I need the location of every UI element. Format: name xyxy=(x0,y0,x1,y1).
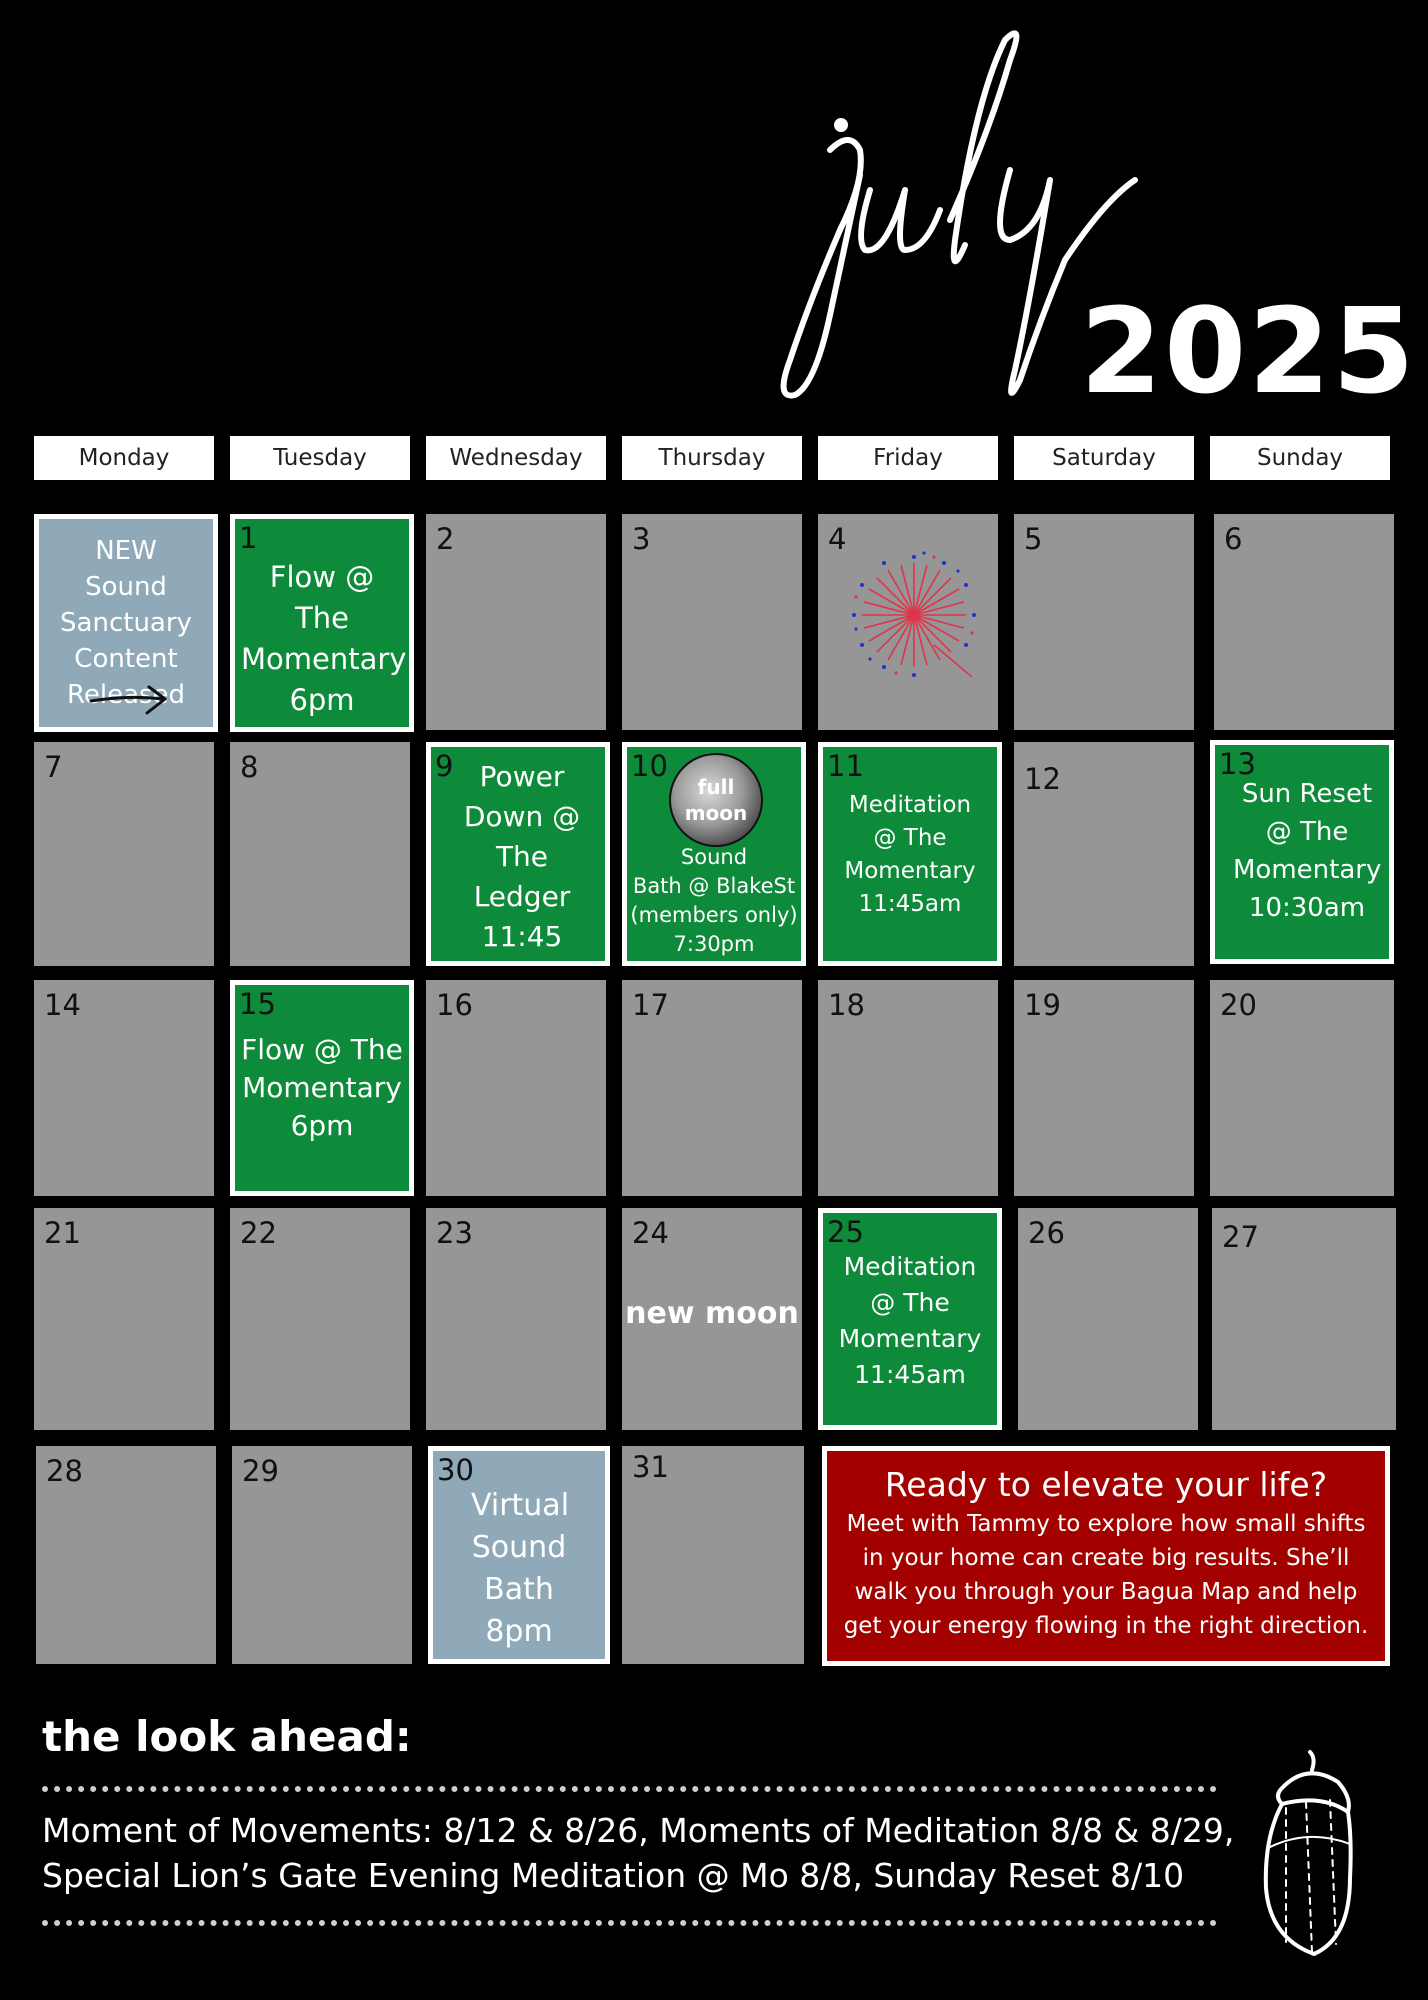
day-number: 17 xyxy=(632,988,669,1022)
look-ahead-text xyxy=(42,1808,1282,1898)
day-cell-23[interactable] xyxy=(426,1208,606,1430)
day-number: 15 xyxy=(239,987,276,1021)
event-cell-15[interactable] xyxy=(230,980,414,1196)
day-number: 16 xyxy=(436,988,473,1022)
look-ahead-title: the look ahead: xyxy=(42,1712,412,1761)
day-cell-18[interactable] xyxy=(818,980,998,1196)
look-ahead-line: Special Lion’s Gate Evening Meditation @ Mo 8/8, Sunday Reset 8/10 xyxy=(42,1856,1185,1895)
day-number: 3 xyxy=(632,522,651,556)
event-line: 7:30pm xyxy=(673,932,755,956)
promo-box[interactable] xyxy=(822,1446,1390,1666)
day-cell-26[interactable] xyxy=(1018,1208,1198,1430)
event-text: Flow @ The Momentary 6pm xyxy=(241,1033,403,1142)
day-cell-19[interactable] xyxy=(1014,980,1194,1196)
day-number: 31 xyxy=(632,1450,669,1484)
day-cell-6[interactable] xyxy=(1214,514,1394,730)
event-text: Virtual Sound Bath 8pm xyxy=(471,1488,570,1649)
day-cell-21[interactable] xyxy=(34,1208,214,1430)
day-number: 29 xyxy=(242,1454,279,1488)
day-cell-2[interactable] xyxy=(426,514,606,730)
arrow-icon xyxy=(87,679,171,719)
fireworks-icon xyxy=(844,550,984,680)
day-cell-17[interactable] xyxy=(622,980,802,1196)
dotted-divider xyxy=(42,1786,1217,1792)
day-number: 7 xyxy=(44,750,63,784)
moon-label-line: full xyxy=(697,775,735,799)
day-number: 26 xyxy=(1028,1216,1065,1250)
event-text: NEW Sound Sanctuary Content Released xyxy=(60,536,192,710)
event-text xyxy=(627,843,801,959)
year-title: 2025 xyxy=(1080,282,1417,420)
event-text: Meditation @ The Momentary 11:45am xyxy=(844,792,976,917)
event-line: Sound xyxy=(680,845,748,869)
event-cell-11[interactable] xyxy=(818,742,1002,966)
day-number: 10 xyxy=(631,749,668,783)
day-cell-20[interactable] xyxy=(1210,980,1394,1196)
moon-label-line: moon xyxy=(684,801,748,825)
event-line: (members only) xyxy=(630,903,798,927)
day-number: 11 xyxy=(827,749,864,783)
event-text: Meditation @ The Momentary 11:45am xyxy=(838,1252,982,1389)
day-number: 21 xyxy=(44,1216,81,1250)
day-cell-3[interactable] xyxy=(622,514,802,730)
day-cell-4[interactable] xyxy=(818,514,998,730)
full-moon-icon xyxy=(669,753,763,847)
event-line: Bath @ BlakeSt xyxy=(632,874,796,898)
day-number: 2 xyxy=(436,522,455,556)
day-cell-28[interactable] xyxy=(36,1446,216,1664)
day-number: 25 xyxy=(827,1215,864,1249)
day-number: 13 xyxy=(1219,747,1256,781)
day-cell-14[interactable] xyxy=(34,980,214,1196)
acorn-icon xyxy=(1252,1748,1364,1962)
event-cell-25[interactable] xyxy=(818,1208,1002,1430)
day-cell-24[interactable] xyxy=(622,1208,802,1430)
day-header-sunday: Sunday xyxy=(1210,436,1390,480)
event-text: Power Down @ The Ledger 11:45 xyxy=(463,760,581,953)
day-cell-7[interactable] xyxy=(34,742,214,966)
day-number: 20 xyxy=(1220,988,1257,1022)
day-number: 8 xyxy=(240,750,259,784)
day-number: 9 xyxy=(435,749,454,783)
day-number: 23 xyxy=(436,1216,473,1250)
event-text: Sun Reset @ The Momentary 10:30am xyxy=(1233,779,1382,923)
day-number: 22 xyxy=(240,1216,277,1250)
day-cell-31[interactable] xyxy=(622,1446,804,1664)
day-number: 14 xyxy=(44,988,81,1022)
event-cell-1[interactable] xyxy=(230,514,414,732)
dotted-divider xyxy=(42,1920,1217,1926)
day-cell-5[interactable] xyxy=(1014,514,1194,730)
event-cell-30[interactable] xyxy=(428,1446,610,1664)
new-moon-label: new moon xyxy=(625,1296,799,1331)
day-cell-8[interactable] xyxy=(230,742,410,966)
day-header-friday: Friday xyxy=(818,436,998,480)
event-text: Flow @ The Momentary 6pm xyxy=(241,560,407,717)
day-number: 19 xyxy=(1024,988,1061,1022)
day-number: 12 xyxy=(1024,762,1061,796)
day-header-thursday: Thursday xyxy=(622,436,802,480)
day-cell-16[interactable] xyxy=(426,980,606,1196)
event-cell-sound-sanctuary[interactable] xyxy=(34,514,218,732)
day-header-wednesday: Wednesday xyxy=(426,436,606,480)
day-header-saturday: Saturday xyxy=(1014,436,1194,480)
event-cell-9[interactable] xyxy=(426,742,610,966)
day-number: 18 xyxy=(828,988,865,1022)
day-number: 27 xyxy=(1222,1220,1259,1254)
day-header-tuesday: Tuesday xyxy=(230,436,410,480)
look-ahead-line: Moment of Movements: 8/12 & 8/26, Moments of Meditation 8/8 & 8/29, xyxy=(42,1811,1235,1850)
day-cell-22[interactable] xyxy=(230,1208,410,1430)
promo-body: Meet with Tammy to explore how small shifts in your home can create big results. She’ll walk you through your Bagua Map and help get your energy flowing in the right direction. xyxy=(843,1511,1369,1639)
day-cell-27[interactable] xyxy=(1212,1208,1396,1430)
day-number: 4 xyxy=(828,522,847,556)
day-number: 24 xyxy=(632,1216,669,1250)
event-cell-10[interactable] xyxy=(622,742,806,966)
day-number: 6 xyxy=(1224,522,1243,556)
day-number: 30 xyxy=(437,1453,474,1487)
promo-title: Ready to elevate your life? xyxy=(884,1465,1328,1504)
day-number: 1 xyxy=(239,521,258,555)
day-header-monday: Monday xyxy=(34,436,214,480)
day-number: 28 xyxy=(46,1454,83,1488)
day-number: 5 xyxy=(1024,522,1043,556)
event-cell-13[interactable] xyxy=(1210,740,1394,964)
day-cell-29[interactable] xyxy=(232,1446,412,1664)
day-cell-12[interactable] xyxy=(1014,742,1194,966)
